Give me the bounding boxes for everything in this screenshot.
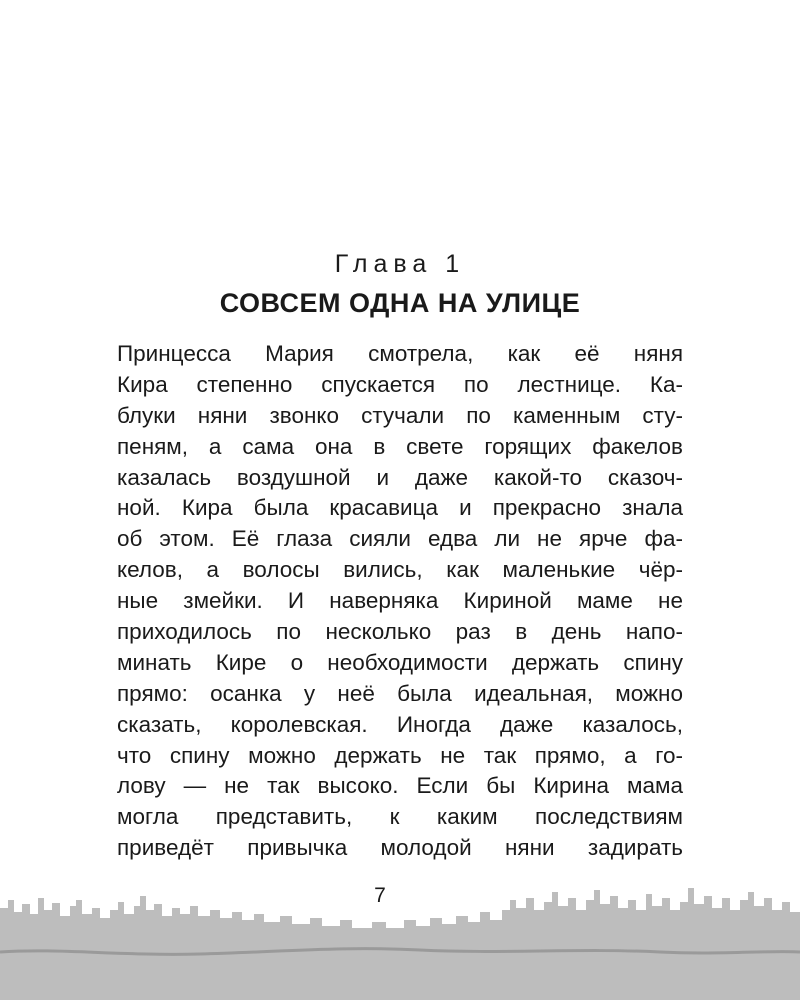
text-line: ные змейки. И наверняка Кириной маме не [117, 588, 683, 614]
page-number: 7 [374, 884, 386, 907]
text-line: минать Кире о необходимости держать спину [117, 649, 683, 675]
text-line: приведёт привычка молодой няни задирать [117, 835, 683, 861]
text-line: келов, а волосы вились, как маленькие чёр- [117, 557, 683, 583]
text-line: что спину можно держать не так прямо, а го- [117, 742, 683, 768]
text-line: Кира степенно спускается по лестнице. Ка- [117, 371, 683, 397]
text-line: приходилось по несколько раз в день напо- [117, 619, 683, 645]
chapter-label: Глава 1 [334, 250, 466, 278]
text-line: казалась воздушной и даже какой-то сказоч- [117, 464, 683, 490]
text-line: ной. Кира была красавица и прекрасно знала [117, 495, 683, 521]
text-line: пеням, а сама она в свете горящих факелов [117, 433, 683, 459]
text-line: об этом. Её глаза сияли едва ли не ярче фа- [117, 526, 683, 552]
chapter-title: СОВСЕМ ОДНА НА УЛИЦЕ [219, 288, 581, 318]
text-line: Принцесса Мария смотрела, как её няня [117, 341, 683, 366]
text-line: блуки няни звонко стучали по каменным сту- [117, 402, 683, 428]
text-line: прямо: осанка у неё была идеальная, можно [117, 680, 683, 706]
text-line: лову — не так высоко. Если бы Кирина мама [117, 773, 683, 799]
text-line: сказать, королевская. Иногда даже казалось, [117, 711, 683, 737]
body-text [117, 339, 683, 864]
text-line: могла представить, к каким последствиям [117, 804, 683, 830]
